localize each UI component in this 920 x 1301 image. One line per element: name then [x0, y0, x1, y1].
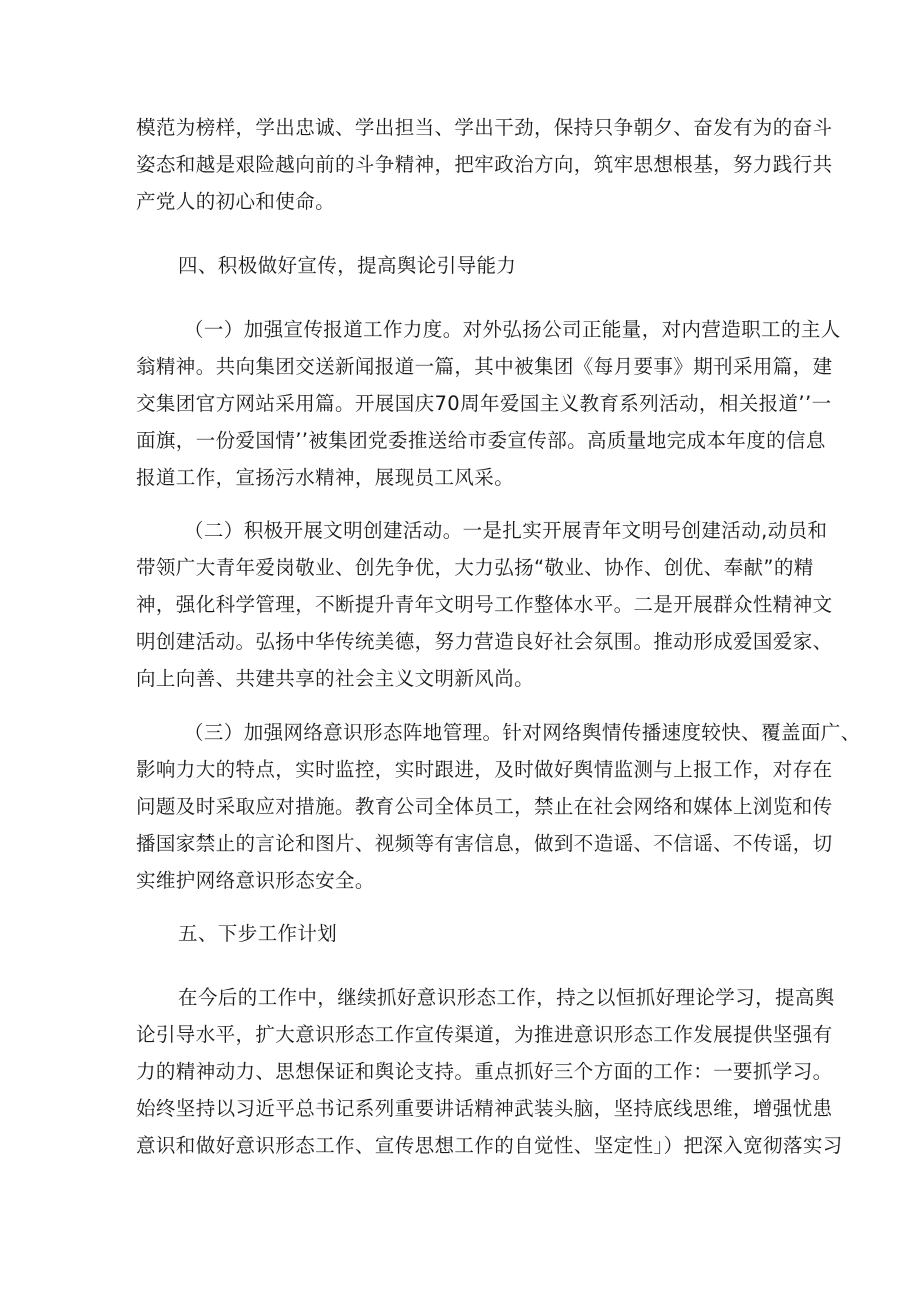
- paragraph-5: [136, 979, 843, 1164]
- heading-text: 四、积极做好宣传，提高舆论引导能力: [178, 254, 517, 277]
- paragraph-4-2: [136, 512, 833, 697]
- text-line: 神，强化科学管理，不断提升青年文明号工作整体水平。二是开展群众性精神文: [136, 593, 833, 616]
- paragraph-4-1: [136, 311, 841, 496]
- text-line: 影响力大的特点，实时监控，实时跟进，及时做好舆情监测与上报工作，对存在: [136, 758, 833, 781]
- text-line: 播国家禁止的言论和图片、视频等有害信息，做到不造谣、不信谣、不传谣，切: [136, 832, 833, 855]
- text-line: 明创建活动。弘扬中华传统美德，努力营造良好社会氛围。推动形成爱国爱家、: [136, 630, 833, 653]
- text-line: 在今后的工作中，继续抓好意识形态工作，持之以恒抓好理论学习，提高舆: [178, 986, 835, 1009]
- text-line: 实维护网络意识形态安全。: [136, 869, 375, 892]
- paragraph-4-3: [136, 714, 861, 899]
- text-line: 姿态和越是艰险越向前的斗争精神，把牢政治方向，筑牢思想根基，努力践行共: [136, 153, 833, 176]
- text-line: 带领广大青年爱岗敬业、创先争优，大力弘扬“敬业、协作、创优、奉献”的精: [136, 556, 814, 579]
- text-line: 模范为榜样，学出忠诚、学出担当、学出干劲，保持只争朝夕、奋发有为的奋斗: [136, 116, 833, 139]
- text-line: 报道工作，宣扬污水精神，展现员工风采。: [136, 466, 515, 489]
- text-line: 意识和做好意识形态工作、宣传思想工作的自觉性、坚定性」）把深入宽彻落实习: [136, 1134, 843, 1157]
- text-line: （一）加强宣传报道工作力度。对外弘扬公司正能量，对内营造职工的主人: [184, 318, 841, 341]
- text-line: 面旗，一份爱国情’’被集团党委推送给市委宣传部。高质量地完成本年度的信息: [136, 429, 826, 452]
- text-line: （二）积极开展文明创建活动。一是扎实开展青年文明号创建活动,动员和: [184, 519, 828, 542]
- text-line: 始终坚持以习近平总书记系列重要讲话精神武装头脑，坚持底线思维，增强忧患: [136, 1097, 833, 1120]
- paragraph-continuation: [136, 109, 833, 220]
- text-line: 力的精神动力、思想保证和舆论支持。重点抓好三个方面的工作：一要抓学习。: [136, 1060, 833, 1083]
- section-heading-5: [136, 915, 796, 952]
- heading-text: 五、下步工作计划: [178, 922, 338, 945]
- section-heading-4: [136, 247, 796, 284]
- text-line: 翁精神。共向集团交送新闻报道一篇，其中被集团《每月要事》期刊采用篇，建: [136, 355, 833, 378]
- text-line: 向上向善、共建共享的社会主义文明新风尚。: [136, 667, 535, 690]
- text-line: 论引导水平，扩大意识形态工作宣传渠道，为推进意识形态工作发展提供坚强有: [136, 1023, 833, 1046]
- text-line: 产党人的初心和使命。: [136, 190, 336, 213]
- text-line: 交集团官方网站采用篇。开展国庆70周年爱国主义教育系列活动，相关报道’’一: [136, 392, 832, 415]
- text-line: 问题及时采取应对措施。教育公司全体员工，禁止在社会网络和媒体上浏览和传: [136, 795, 833, 818]
- text-line: （三）加强网络意识形态阵地管理。针对网络舆情传播速度较快、覆盖面广、: [184, 721, 861, 744]
